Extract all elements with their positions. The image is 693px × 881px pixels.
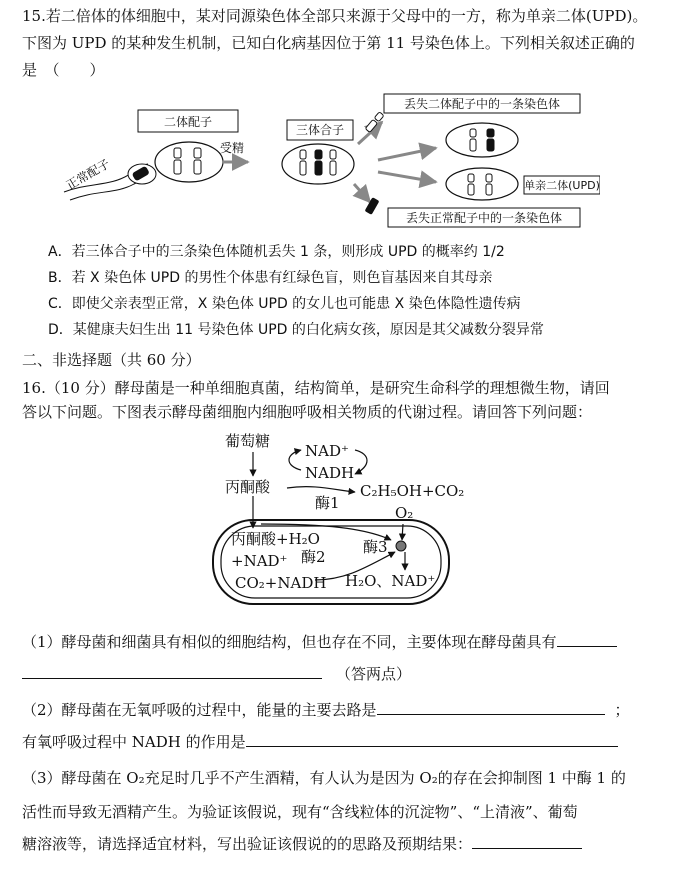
q16-sub1-line2: （答两点） — [336, 665, 412, 683]
triploid-zygote-label: 三体合子 — [295, 123, 345, 137]
section2-heading: 二、非选择题（共 60 分） — [22, 351, 201, 369]
arrow-to-normal — [378, 148, 436, 160]
q16-sub3-line2: 活性而导致无酒精产生。为验证该假说，现有“含线粒体的沉淀物”、“上清液”、葡萄 — [22, 803, 578, 821]
q15-stem-line3: 是 （ ） — [22, 61, 105, 79]
lose-diploid-label: 丢失二体配子中的一条染色体 — [403, 97, 561, 111]
q16-sub1-answer-blank-2[interactable] — [22, 664, 322, 679]
arrow-lose-normal — [354, 184, 370, 202]
mito-nad-label: +NAD⁺ — [231, 552, 288, 570]
ferment-products-label: C₂H₅OH+CO₂ — [360, 482, 465, 500]
q16-sub2-line1: （2）酵母菌在无氧呼吸的过程中，能量的主要去路是 — [22, 701, 377, 719]
mito-products-label: H₂O、NAD⁺ — [345, 572, 436, 590]
q16-sub2-line1-end: ； — [614, 701, 630, 719]
nad-plus-label: NAD⁺ — [305, 442, 349, 460]
q16-sub2-answer-blank-1[interactable] — [377, 700, 605, 715]
glucose-label: 葡萄糖 — [225, 432, 271, 450]
upd-label: 单亲二体(UPD) — [524, 179, 600, 192]
q16-sub2-answer-blank-2[interactable] — [246, 732, 618, 747]
fertilization-label: 受精 — [219, 141, 245, 155]
enzyme1-label: 酶1 — [315, 494, 340, 512]
q16-sub3-answer-blank[interactable] — [472, 834, 582, 849]
pyruvate-label: 丙酮酸 — [225, 478, 271, 496]
result-cell-normal — [446, 123, 518, 157]
q16-sub1-line1: （1）酵母菌和细菌具有相似的细胞结构，但也存在不同，主要体现在酵母菌具有 — [22, 633, 557, 651]
upd-mechanism-figure — [60, 92, 600, 232]
q16-sub3-line1: （3）酵母菌在 O₂充足时几乎不产生酒精，有人认为是因为 O₂的存在会抑制图 1 中酶 1 的 — [22, 769, 626, 787]
q15-option-b: B．若 X 染色体 UPD 的男性个体患有红绿色盲，则色盲基因来自其母亲 — [48, 270, 493, 286]
q16-sub3-line3: 糖溶液等，请选择适宜材料，写出验证该假说的的思路及预期结果： — [22, 835, 473, 853]
q16-sub1-answer-blank-1[interactable] — [557, 632, 617, 647]
yeast-respiration-figure — [205, 428, 495, 613]
mito-pyruvate-label: 丙酮酸+H₂O — [231, 530, 320, 548]
q16-stem-line2: 答以下问题。下图表示酵母菌细胞内细胞呼吸相关物质的代谢过程。请回答下列问题： — [22, 403, 593, 421]
q15-option-d: D．某健康夫妇生出 11 号染色体 UPD 的白化病女孩，原因是其父减数分裂异常 — [48, 322, 544, 338]
q16-stem-line1: 16.（10 分）酵母菌是一种单细胞真菌，结构简单，是研究生命科学的理想微生物，请回 — [22, 379, 610, 397]
normal-gamete-label: 正常配子 — [63, 156, 113, 193]
lose-normal-label: 丢失正常配子中的一条染色体 — [405, 211, 563, 225]
result-cell-upd — [446, 168, 518, 200]
enzyme3-label: 酶3 — [363, 538, 388, 556]
q15-stem-line1: 15.若二倍体的体细胞中，某对同源染色体全部只来源于父母中的一方，称为单亲二体(UPD)。 — [22, 7, 648, 25]
o2-label: O₂ — [395, 504, 414, 522]
q16-sub2-line2: 有氧呼吸过程中 NADH 的作用是 — [22, 733, 246, 751]
enzyme2-label: 酶2 — [301, 548, 326, 566]
diploid-gamete-label: 二体配子 — [163, 115, 213, 129]
enzyme3-site — [396, 541, 406, 551]
nadh-label: NADH — [305, 464, 355, 482]
q15-stem-line2: 下图为 UPD 的某种发生机制，已知白化病基因位于第 11 号染色体上。下列相关叙述正确的 — [22, 34, 635, 52]
q15-option-c: C．即使父亲表型正常，X 染色体 UPD 的女儿也可能患 X 染色体隐性遗传病 — [48, 296, 521, 312]
arrow-to-upd — [378, 172, 436, 182]
mito-co2-nadh-label: CO₂+NADH — [235, 574, 327, 592]
q15-option-a: A．若三体合子中的三条染色体随机丢失 1 条，则形成 UPD 的概率约 1/2 — [48, 244, 505, 260]
diploid-gamete-cell — [155, 142, 223, 182]
